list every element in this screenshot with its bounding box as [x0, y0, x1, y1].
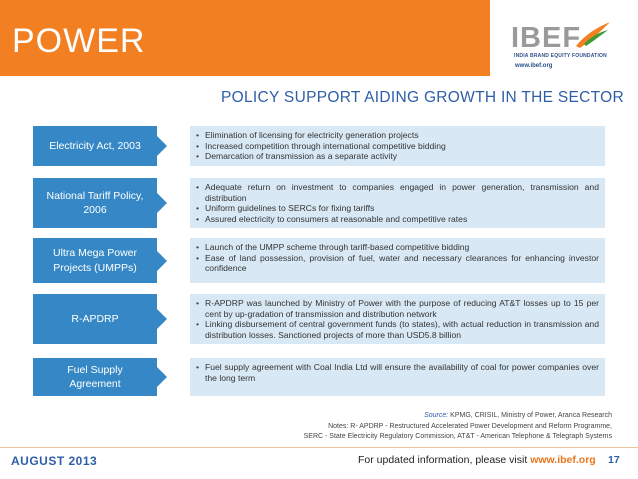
bullet-item: • Demarcation of transmission as a separate activity	[196, 151, 599, 162]
footer-divider	[0, 447, 638, 448]
policy-label: Electricity Act, 2003	[33, 126, 157, 166]
policy-label: Ultra Mega Power Projects (UMPPs)	[33, 238, 157, 283]
bullet-item: • Assured electricity to consumers at reasonable and competitive rates	[196, 214, 599, 225]
notes-line-2: SERC - State Electricity Regulatory Commission, AT&T - American Telephone & Telegraph Systems	[303, 433, 612, 440]
bullet-item: • Increased competition through international competitive bidding	[196, 141, 599, 152]
source-notes	[162, 411, 612, 443]
source-text: KPMG, CRISIL, Ministry of Power, Aranca Research	[450, 412, 612, 419]
bullet-item: • Ease of land possession, provision of fuel, water and necessary clearances for enhancing investor confidence	[196, 253, 599, 274]
policy-row	[33, 358, 605, 396]
policy-row	[33, 238, 605, 283]
footer-link[interactable]: www.ibef.org	[530, 454, 596, 466]
logo-url[interactable]: www.ibef.org	[515, 63, 553, 69]
bullet-item: • Elimination of licensing for electricity generation projects	[196, 130, 599, 141]
notes-line-1: Notes: R- APDRP - Restructured Accelerated Power Development and Reform Programme,	[328, 422, 612, 430]
footer-info-text: For updated information, please visit	[358, 454, 528, 466]
ibef-logo-text[interactable]: IBEF	[511, 22, 582, 54]
policy-row	[33, 294, 605, 344]
policy-row	[33, 126, 605, 166]
policy-row	[33, 178, 605, 228]
page-number: 17	[608, 454, 620, 466]
bullet-item: • Launch of the UMPP scheme through tariff-based competitive bidding	[196, 242, 599, 253]
source-label: Source:	[424, 412, 449, 419]
bullet-item: • Uniform guidelines to SERCs for fixing tariffs	[196, 203, 599, 214]
bullet-item: • Fuel supply agreement with Coal India Ltd will ensure the availability of coal for power companies over the long term	[196, 362, 599, 383]
policy-description	[190, 178, 605, 228]
logo-tagline: INDIA BRAND EQUITY FOUNDATION	[514, 53, 607, 59]
header-band	[0, 0, 490, 76]
policy-label: R-APDRP	[33, 294, 157, 344]
bullet-item: • R-APDRP was launched by Ministry of Power with the purpose of reducing AT&T losses up to 15 per cent by up-gradation of transmission and distribution network	[196, 298, 599, 319]
policy-label: Fuel Supply Agreement	[33, 358, 157, 396]
policy-description	[190, 238, 605, 283]
policy-label: National Tariff Policy, 2006	[33, 178, 157, 228]
bird-logo-icon	[574, 20, 614, 50]
policy-description	[190, 294, 605, 344]
footer-date: AUGUST 2013	[11, 454, 98, 468]
source-line	[162, 411, 612, 422]
page-title: POWER	[12, 22, 146, 60]
policy-description	[190, 358, 605, 396]
bullet-item: • Linking disbursement of central government funds (to states), with actual reduction in transmission and distribution losses. Sanctioned projects of more than USD5.8 billion	[196, 319, 599, 340]
bullet-item: • Adequate return on investment to companies engaged in power generation, transmission and distribution	[196, 182, 599, 203]
footer-info	[358, 454, 596, 466]
policy-description	[190, 126, 605, 166]
section-title: POLICY SUPPORT AIDING GROWTH IN THE SECTOR	[220, 89, 624, 106]
